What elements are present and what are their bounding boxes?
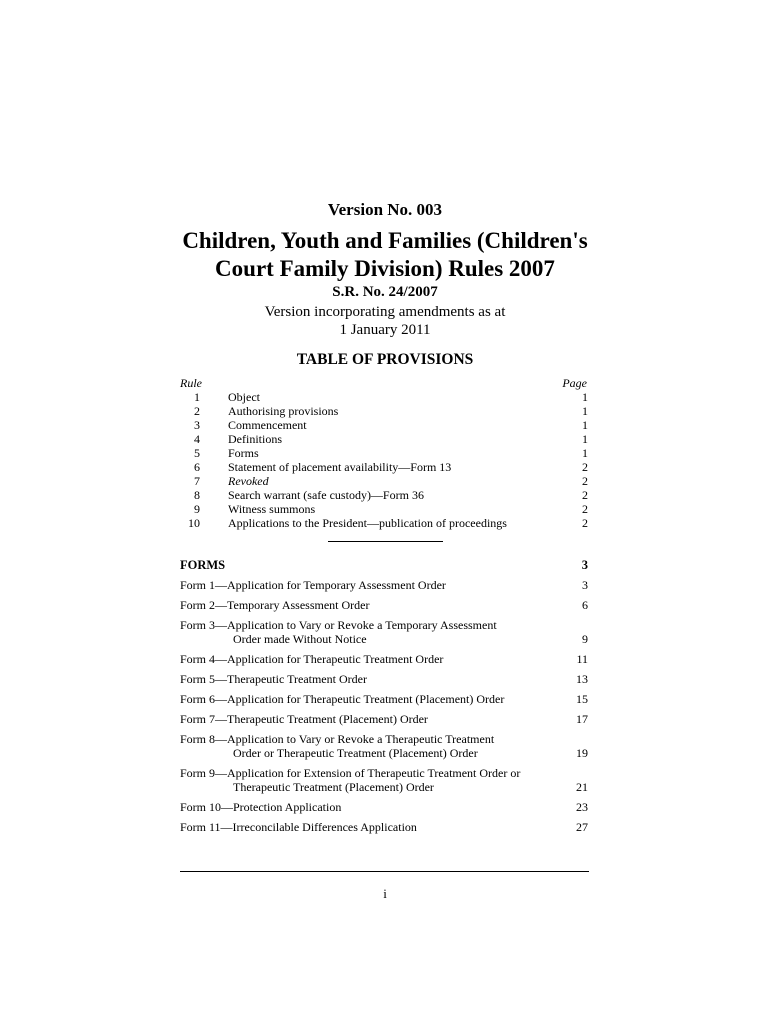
form-title: Form 5—Therapeutic Treatment Order — [180, 672, 367, 686]
rule-page-number: 1 — [582, 446, 588, 460]
form-page-number: 23 — [576, 800, 588, 814]
form-page-number: 19 — [576, 746, 588, 760]
form-page-number: 13 — [576, 672, 588, 686]
toc-rule-entry[interactable] — [180, 390, 588, 404]
document-title — [0, 227, 770, 283]
form-page-number: 3 — [582, 578, 588, 592]
rule-page-number: 1 — [582, 432, 588, 446]
form-title: Form 4—Application for Therapeutic Treatment Order — [180, 652, 444, 666]
toc-title: TABLE OF PROVISIONS — [296, 351, 474, 368]
rule-title: Authorising provisions — [228, 404, 339, 418]
form-page-number: 6 — [582, 598, 588, 612]
forms-heading-page: 3 — [581, 558, 588, 572]
toc-rule-entry[interactable] — [180, 516, 588, 530]
rule-number: 10 — [188, 516, 200, 530]
statutory-rule-number: S.R. No. 24/2007 — [332, 284, 438, 300]
toc-form-entry[interactable] — [180, 732, 588, 760]
rule-number: 9 — [194, 502, 200, 516]
rule-page-number: 2 — [582, 516, 588, 530]
toc-form-entry[interactable] — [180, 692, 588, 706]
rule-number: 2 — [194, 404, 200, 418]
rule-page-number: 2 — [582, 488, 588, 502]
forms-section — [180, 557, 588, 840]
toc-form-entry[interactable] — [180, 598, 588, 612]
rule-number: 6 — [194, 460, 200, 474]
rule-page-number: 1 — [582, 418, 588, 432]
rule-number: 1 — [194, 390, 200, 404]
rule-page-number: 2 — [582, 502, 588, 516]
form-title: Form 3—Application to Vary or Revoke a Temporary Assessment — [180, 618, 497, 632]
toc-rule-entry[interactable] — [180, 404, 588, 418]
form-page-number: 21 — [576, 780, 588, 794]
form-title: Form 2—Temporary Assessment Order — [180, 598, 370, 612]
toc-form-entry[interactable] — [180, 712, 588, 726]
form-title: Form 9—Application for Extension of Therapeutic Treatment Order or — [180, 766, 521, 780]
toc-form-entry[interactable] — [180, 672, 588, 686]
toc-rule-entry[interactable] — [180, 502, 588, 516]
form-page-number: 27 — [576, 820, 588, 834]
version-incorporating-note — [0, 303, 770, 339]
rule-title: Definitions — [228, 432, 282, 446]
page-number: i — [383, 886, 387, 901]
form-title: Form 7—Therapeutic Treatment (Placement) Order — [180, 712, 428, 726]
footer-rule — [180, 871, 589, 872]
toc-rule-entry[interactable] — [180, 474, 588, 488]
form-page-number: 11 — [576, 652, 588, 666]
form-title: Form 11—Irreconcilable Differences Application — [180, 820, 417, 834]
rule-title: Witness summons — [228, 502, 316, 516]
forms-heading-label: FORMS — [180, 558, 226, 572]
rule-number: 3 — [194, 418, 200, 432]
rules-list — [180, 390, 588, 530]
form-title-continuation: Therapeutic Treatment (Placement) Order — [233, 780, 434, 794]
rule-column-header: Rule — [180, 376, 202, 390]
rule-page-number: 1 — [582, 404, 588, 418]
incorporating-line-2: 1 January 2011 — [339, 322, 431, 338]
form-page-number: 17 — [576, 712, 588, 726]
document-title-line-1: Children, Youth and Families (Children's — [182, 228, 588, 253]
rule-title: Search warrant (safe custody)—Form 36 — [228, 488, 424, 502]
toc-rule-entry[interactable] — [180, 460, 588, 474]
form-title: Form 1—Application for Temporary Assessment Order — [180, 578, 446, 592]
toc-form-entry[interactable] — [180, 766, 588, 794]
toc-form-entry[interactable] — [180, 800, 588, 814]
forms-list — [180, 578, 588, 834]
rule-page-number: 2 — [582, 460, 588, 474]
toc-rule-entry[interactable] — [180, 432, 588, 446]
rule-number: 4 — [194, 432, 200, 446]
toc-rule-entry[interactable] — [180, 418, 588, 432]
form-page-number: 9 — [582, 632, 588, 646]
rule-title: Applications to the President—publication of proceedings — [228, 516, 507, 530]
form-page-number: 15 — [576, 692, 588, 706]
form-title: Form 6—Application for Therapeutic Treatment (Placement) Order — [180, 692, 505, 706]
page-column-header: Page — [562, 376, 587, 390]
rule-number: 5 — [194, 446, 200, 460]
toc-form-entry[interactable] — [180, 578, 588, 592]
rule-page-number: 2 — [582, 474, 588, 488]
toc-form-entry[interactable] — [180, 820, 588, 834]
document-title-line-2: Court Family Division) Rules 2007 — [215, 256, 555, 281]
section-divider — [328, 541, 443, 542]
form-title: Form 8—Application to Vary or Revoke a Therapeutic Treatment — [180, 732, 495, 746]
rule-number: 8 — [194, 488, 200, 502]
version-number: Version No. 003 — [327, 200, 443, 219]
toc-rule-entry[interactable] — [180, 488, 588, 502]
rule-title: Revoked — [228, 474, 269, 488]
toc-form-entry[interactable] — [180, 652, 588, 666]
incorporating-line-1: Version incorporating amendments as at — [264, 304, 506, 320]
rule-title: Object — [228, 390, 260, 404]
form-title-continuation: Order or Therapeutic Treatment (Placement) Order — [233, 746, 478, 760]
toc-rule-entry[interactable] — [180, 446, 588, 460]
form-title-continuation: Order made Without Notice — [233, 632, 367, 646]
rule-title: Statement of placement availability—Form 13 — [228, 460, 452, 474]
form-title: Form 10—Protection Application — [180, 800, 342, 814]
rule-number: 7 — [194, 474, 200, 488]
rule-title: Commencement — [228, 418, 307, 432]
rule-title: Forms — [228, 446, 259, 460]
rule-page-number: 1 — [582, 390, 588, 404]
forms-heading — [180, 557, 588, 573]
toc-form-entry[interactable] — [180, 618, 588, 646]
